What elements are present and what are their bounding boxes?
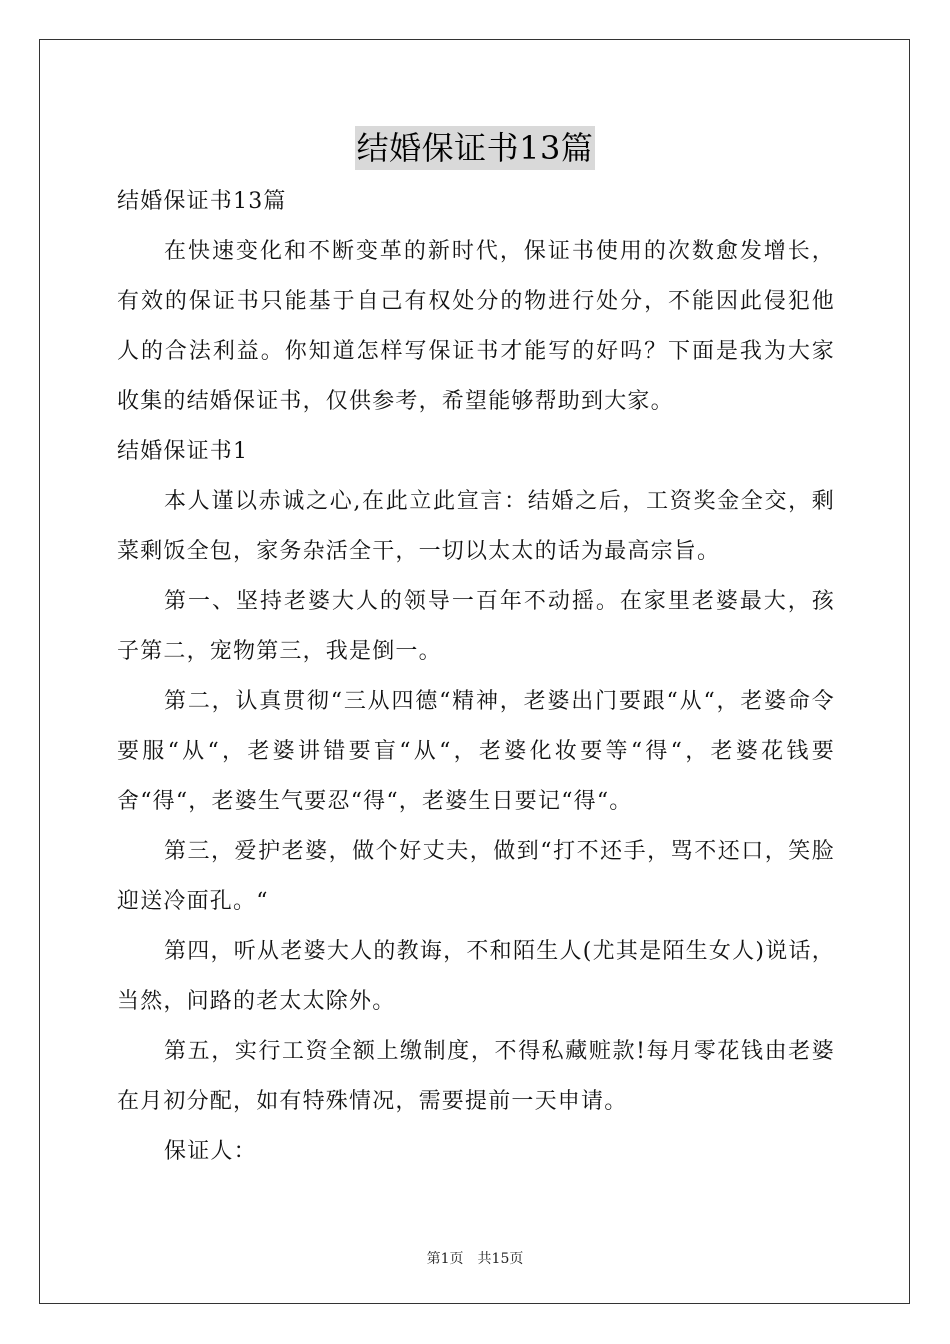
paragraph-first: 第一、坚持老婆大人的领导一百年不动摇。在家里老婆最大，孩子第二，宠物第三，我是倒一。	[117, 589, 835, 664]
document-body	[117, 177, 835, 1177]
section-heading: 结婚保证书1	[117, 439, 249, 464]
guarantor-line: 保证人：	[164, 1139, 257, 1164]
title-wrap	[0, 126, 950, 170]
paragraph-fourth: 第四，听从老婆大人的教诲，不和陌生人(尤其是陌生女人)说话，当然，问路的老太太除外。	[117, 939, 835, 1014]
intro-paragraph: 在快速变化和不断变革的新时代，保证书使用的次数愈发增长，有效的保证书只能基于自己有权处分的物进行处分，不能因此侵犯他人的合法利益。你知道怎样写保证书才能写的好吗？下面是我为大家收集的结婚保证书，仅供参考，希望能够帮助到大家。	[117, 239, 835, 414]
document-title: 结婚保证书13篇	[355, 126, 596, 170]
paragraph-pledge: 本人谨以赤诚之心,在此立此宣言：结婚之后，工资奖金全交，剩菜剩饭全包，家务杂活全干，一切以太太的话为最高宗旨。	[117, 489, 835, 564]
paragraph-fifth: 第五，实行工资全额上缴制度，不得私藏赃款!每月零花钱由老婆在月初分配，如有特殊情况，需要提前一天申请。	[117, 1039, 835, 1114]
document-subtitle: 结婚保证书13篇	[117, 189, 287, 214]
paragraph-second: 第二，认真贯彻“三从四德“精神，老婆出门要跟“从“，老婆命令要服“从“，老婆讲错要盲“从“，老婆化妆要等“得“，老婆花钱要舍“得“，老婆生气要忍“得“，老婆生日要记“得“。	[117, 689, 835, 814]
page-footer: 第1页 共15页	[426, 1251, 524, 1267]
paragraph-third: 第三，爱护老婆，做个好丈夫，做到“打不还手，骂不还口，笑脸迎送冷面孔。“	[117, 839, 835, 914]
